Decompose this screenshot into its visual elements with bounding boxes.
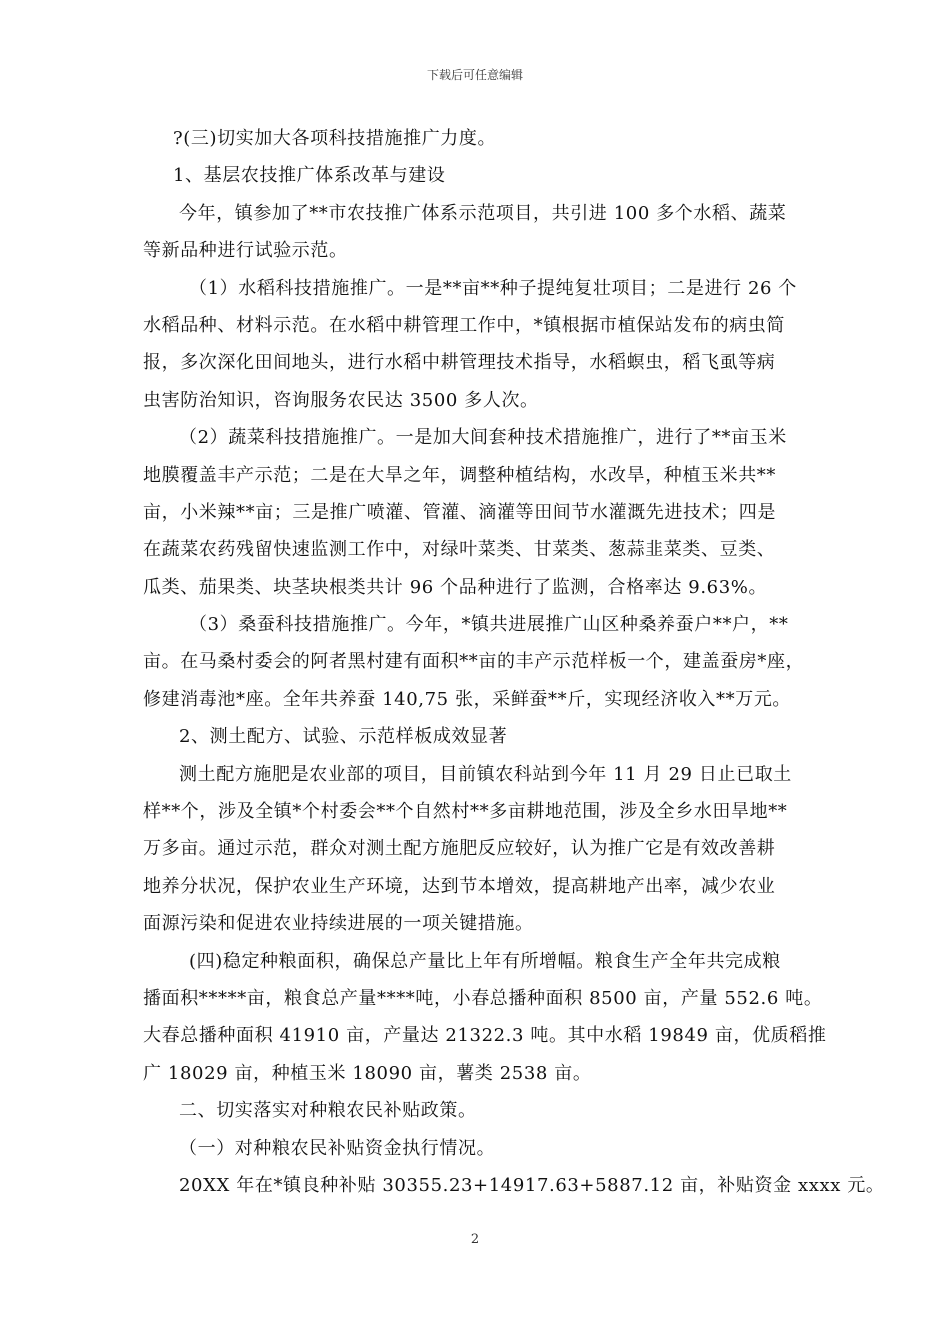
text-line: 二、切实落实对种粮农民补贴政策。 (179, 1100, 477, 1122)
paragraph (143, 270, 818, 420)
paragraph (143, 195, 818, 270)
text-line: 虫害防治知识，咨询服务农民达 3500 多人次。 (143, 389, 539, 411)
page-header: 下载后可任意编辑 (426, 68, 523, 82)
paragraph (143, 718, 818, 755)
document-body (143, 120, 885, 1204)
text-line: 修建消毒池*座。全年共养蚕 140,75 张，采鲜蚕**斤，实现经济收入**万元。 (143, 688, 792, 710)
text-line: 今年，镇参加了**市农技推广体系示范项目，共引进 100 多个水稻、蔬菜 (179, 202, 787, 224)
text-line: 地养分状况，保护农业生产环境，达到节本增效，提高耕地产出率，减少农业 (143, 875, 776, 897)
text-line: （一）对种粮农民补贴资金执行情况。 (179, 1137, 496, 1159)
text-line: 在蔬菜农药残留快速监测工作中，对绿叶菜类、甘菜类、葱蒜韭菜类、豆类、 (143, 539, 776, 561)
page-number: 2 (470, 1232, 480, 1247)
text-line: 1、基层农技推广体系改革与建设 (173, 165, 446, 187)
paragraph (143, 606, 818, 718)
text-line: 万多亩。通过示范，群众对测土配方施肥反应较好，认为推广它是有效改善耕 (143, 838, 776, 860)
text-line: 亩，小米辣**亩；三是推广喷灌、管灌、滴灌等田间节水灌溉先进技术；四是 (143, 501, 776, 523)
text-line: (四)稳定种粮面积，确保总产量比上年有所增幅。粮食生产全年共完成粮 (189, 950, 781, 972)
text-line: 地膜覆盖丰产示范；二是在大旱之年，调整种植结构，水改旱，种植玉米共** (143, 464, 776, 486)
text-line: 20XX 年在*镇良种补贴 30355.23+14917.63+5887.12 亩，补贴资金 xxxx 元。 (179, 1174, 885, 1196)
text-line: 样**个，涉及全镇*个村委会**个自然村**多亩耕地范围，涉及全乡水田旱地** (143, 801, 788, 823)
text-line: 亩。在马桑村委会的阿者黑村建有面积**亩的丰产示范样板一个，建盖蚕房*座， (143, 651, 805, 673)
text-line: ?(三)切实加大各项科技措施推广力度。 (173, 128, 497, 149)
paragraph (143, 120, 818, 157)
paragraph (143, 1167, 885, 1204)
text-line: 2、测土配方、试验、示范样板成效显著 (179, 726, 508, 748)
text-line: （1）水稻科技措施推广。一是**亩**种子提纯复壮项目；二是进行 26 个 (189, 277, 797, 299)
paragraph (143, 1130, 818, 1167)
text-line: 面源污染和促进农业持续进展的一项关键措施。 (143, 913, 534, 935)
text-line: 大春总播种面积 41910 亩，产量达 21322.3 吨。其中水稻 19849 亩，优质稻推 (143, 1025, 827, 1047)
paragraph (143, 943, 827, 1093)
text-line: （3）桑蚕科技措施推广。今年，*镇共进展推广山区种桑养蚕户**户，** (189, 614, 789, 636)
text-line: 水稻品种、材料示范。在水稻中耕管理工作中，*镇根据市植保站发布的病虫简 (143, 314, 785, 336)
text-line: 等新品种进行试验示范。 (143, 240, 348, 262)
text-line: （2）蔬菜科技措施推广。一是加大间套种技术措施推广，进行了**亩玉米 (179, 427, 787, 449)
paragraph (143, 157, 818, 194)
paragraph (143, 419, 818, 606)
text-line: 瓜类、茄果类、块茎块根类共计 96 个品种进行了监测，合格率达 9.63%。 (143, 576, 768, 598)
text-line: 报，多次深化田间地头，进行水稻中耕管理技术指导，水稻螟虫，稻飞虱等病 (143, 352, 776, 374)
paragraph (143, 756, 818, 943)
text-line: 测土配方施肥是农业部的项目，目前镇农科站到今年 11 月 29 日止已取土 (179, 763, 792, 785)
text-line: 广 18029 亩，种植玉米 18090 亩，薯类 2538 亩。 (143, 1062, 592, 1084)
text-line: 播面积*****亩，粮食总产量****吨，小春总播种面积 8500 亩，产量 552.6 吨。 (143, 987, 823, 1009)
paragraph (143, 1092, 818, 1129)
